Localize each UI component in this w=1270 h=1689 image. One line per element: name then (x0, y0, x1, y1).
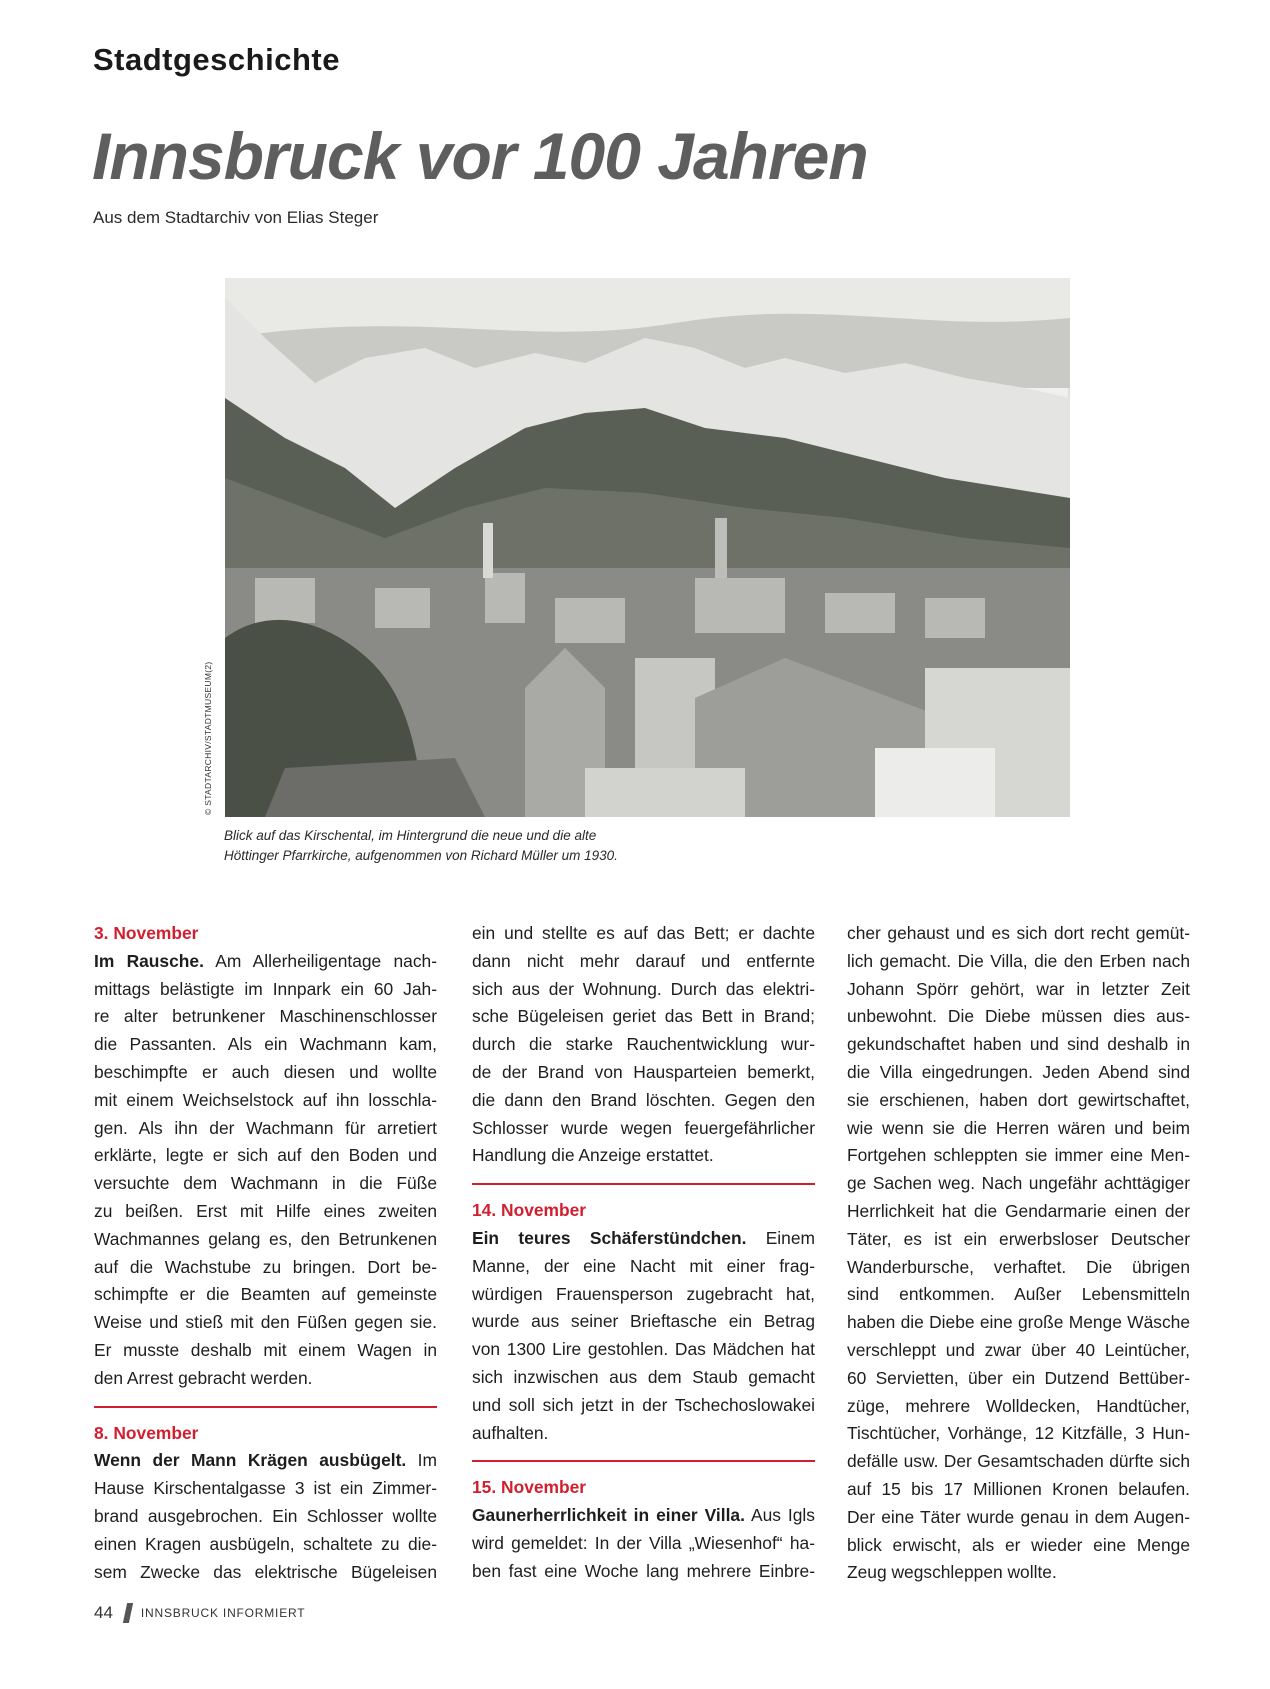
text-line: brand ausgebrochen. Ein Schlosser wollte (94, 1505, 437, 1526)
text-line: Wanderbursche, verhaftet. Die übrigen (847, 1256, 1190, 1277)
text-line: Im Rausche. Am Allerheiligentage nach- (94, 950, 437, 971)
text-line: Tischtücher, Vorhänge, 12 Kitzfälle, 3 Hun- (847, 1423, 1190, 1444)
text-line: wie wenn sie die Herren wären und beim (847, 1117, 1190, 1138)
text-line: von 1300 Lire gestohlen. Das Mädchen hat (472, 1339, 815, 1360)
text-line: Manne, der eine Nacht mit einer frag- (472, 1255, 815, 1276)
historic-photo (225, 278, 1070, 817)
text-line: gekundschaftet haben und sind deshalb in (847, 1034, 1190, 1055)
text-line: mittags belästigte im Innpark ein 60 Jah- (94, 978, 437, 999)
article-body (472, 920, 815, 1170)
text-line: Fortgehen schleppten sie immer eine Men- (847, 1145, 1190, 1166)
text-line: lich gemacht. Die Villa, die den Erben nach (847, 950, 1190, 971)
byline: Aus dem Stadtarchiv von Elias Steger (93, 208, 379, 227)
text-line: defälle usw. Der Gesamtschaden dürfte sich (847, 1451, 1190, 1472)
text-line: Zeug wegschleppen wollte. (847, 1562, 1057, 1583)
text-line: auf 15 bis 17 Millionen Kronen belaufen. (847, 1478, 1190, 1499)
entry-date: 15. November (472, 1477, 587, 1498)
text-line: ben fast eine Woche lang mehrere Einbre- (472, 1560, 815, 1581)
text-line: cher gehaust und es sich dort recht gemüt- (847, 923, 1190, 943)
text-line: wird gemeldet: In der Villa „Wiesenhof“ ha- (472, 1532, 815, 1553)
text-line: zu beißen. Erst mit Hilfe eines zweiten (94, 1200, 437, 1221)
text-line: sie erschienen, haben dort gewirtschaftet, (847, 1089, 1190, 1110)
text-line: re alter betrunkener Maschinenschlosser (94, 1006, 437, 1027)
text-line: auf die Wachstube zu bringen. Dort be- (94, 1256, 437, 1277)
text-line: Wenn der Mann Krägen ausbügelt. Im (94, 1450, 437, 1471)
text-line: und soll sich jetzt in der Tschechoslowakei (472, 1394, 815, 1415)
text-line: Herrlichkeit hat die Gendarmarie einen der (847, 1200, 1190, 1221)
text-line: versuchte dem Wachmann in die Füße (94, 1173, 437, 1194)
text-line: durch die starke Rauchentwicklung wur- (472, 1034, 815, 1055)
text-line: Schlosser wurde wegen feuergefährlicher (472, 1117, 815, 1138)
column-3 (847, 920, 1190, 1587)
article-body (94, 948, 437, 1393)
text-line: Täter, es ist ein erwerbsloser Deutscher (847, 1228, 1190, 1249)
text-line: Weise und stieß mit den Füßen gegen sie. (94, 1312, 437, 1333)
text-line: einen Kragen ausbügeln, schaltete zu die- (94, 1533, 437, 1554)
text-line: Wachmannes gelang es, den Betrunkenen (94, 1228, 437, 1249)
text-line: die Villa eingedrungen. Jeden Abend sind (847, 1061, 1190, 1082)
caption-line: Höttinger Pfarrkirche, aufgenommen von Richard Müller um 1930. (224, 848, 618, 863)
text-line: ge Sachen weg. Nach ungefähr achttägiger (847, 1173, 1190, 1194)
text-line: Handlung die Anzeige erstattet. (472, 1145, 714, 1166)
caption-line: Blick auf das Kirschental, im Hintergrund die neue und die alte (224, 828, 597, 843)
entry-headline: Ein teures Schäferstündchen. (472, 1227, 747, 1248)
text-line: den Arrest gebracht werden. (94, 1367, 313, 1388)
text-line: sind entkommen. Außer Lebensmitteln (847, 1284, 1190, 1305)
text-line: züge, mehrere Wolldecken, Handtücher, (847, 1395, 1190, 1416)
text-line: Johann Spörr gehört, war in letzter Zeit (847, 978, 1190, 999)
article-body (472, 1502, 815, 1585)
text-line: sich aus der Wohnung. Durch das elektri- (472, 978, 815, 999)
text-line: sich inzwischen aus dem Staub gemacht (472, 1366, 815, 1387)
entry-date: 14. November (472, 1200, 587, 1221)
text-line: Hause Kirschentalgasse 3 ist ein Zimmer- (94, 1478, 437, 1499)
entry-headline: Im Rausche. (94, 950, 204, 971)
article-body (94, 1447, 437, 1586)
entry-date: 3. November (94, 923, 199, 943)
text-line: blick erwischt, als er wieder eine Menge (847, 1534, 1190, 1555)
slash-icon (123, 1603, 133, 1623)
text-line: sche Bügeleisen geriet das Bett in Brand; (472, 1006, 815, 1027)
page-footer (94, 1603, 305, 1623)
text-line: schimpfte er die Beamten auf gemeinste (94, 1284, 437, 1305)
text-line: die dann den Brand löschten. Gegen den (472, 1089, 815, 1110)
text-line: die Passanten. Als ein Wachmann kam, (94, 1034, 437, 1055)
text-line: gen. Als ihn der Wachmann für arretiert (94, 1117, 437, 1138)
divider (472, 1183, 815, 1185)
text-line: Ein teures Schäferstündchen. Einem (472, 1227, 815, 1248)
text-line: mit einem Weichselstock auf ihn losschla- (94, 1089, 437, 1110)
magazine-name: INNSBRUCK INFORMIERT (140, 1606, 306, 1620)
text-line: Der eine Täter wurde genau in dem Augen- (847, 1506, 1190, 1527)
entry-date: 8. November (94, 1422, 199, 1443)
column-1 (94, 920, 437, 1586)
article-body (472, 1225, 815, 1447)
text-line: aufhalten. (472, 1422, 549, 1443)
text-line: Er musste deshalb mit einem Wagen in (94, 1339, 437, 1360)
divider (94, 1406, 437, 1408)
entry-headline: Gaunerherrlichkeit in einer Villa. (472, 1505, 745, 1526)
article-body (847, 920, 1190, 1587)
photo-credit: © STADTARCHIV/STADTMUSEUM(2) (203, 661, 213, 815)
divider (472, 1460, 815, 1462)
text-line: wurde aus seiner Brieftasche ein Betrag (472, 1311, 815, 1332)
entry-headline: Wenn der Mann Krägen ausbügelt. (94, 1450, 407, 1471)
page-number: 44 (94, 1603, 113, 1622)
mountain-town-photo-icon (225, 278, 1070, 817)
section-label: Stadtgeschichte (93, 42, 340, 77)
text-line: de der Brand von Hausparteien bemerkt, (472, 1061, 815, 1082)
text-line: sem Zwecke das elektrische Bügeleisen (94, 1561, 437, 1582)
text-line: haben die Diebe eine große Menge Wäsche (847, 1312, 1190, 1333)
text-line: 60 Servietten, über ein Dutzend Bettüber- (847, 1367, 1190, 1388)
text-line: dann nicht mehr darauf und entfernte (472, 950, 815, 971)
text-line: Gaunerherrlichkeit in einer Villa. Aus Igls (472, 1505, 815, 1526)
photo-caption (224, 826, 824, 866)
text-line: verschleppt und zwar über 40 Leintücher, (847, 1339, 1190, 1360)
text-line: ein und stellte es auf das Bett; er dachte (472, 923, 815, 943)
text-line: erklärte, legte er sich auf den Boden und (94, 1145, 437, 1166)
page-title: Innsbruck vor 100 Jahren (92, 119, 868, 193)
text-line: würdigen Frauensperson zugebracht hat, (472, 1283, 815, 1304)
text-line: beschimpfte er auch diesen und wollte (94, 1061, 437, 1082)
text-line: unbewohnt. Die Diebe müssen dies aus- (847, 1006, 1190, 1027)
column-2 (472, 920, 815, 1586)
